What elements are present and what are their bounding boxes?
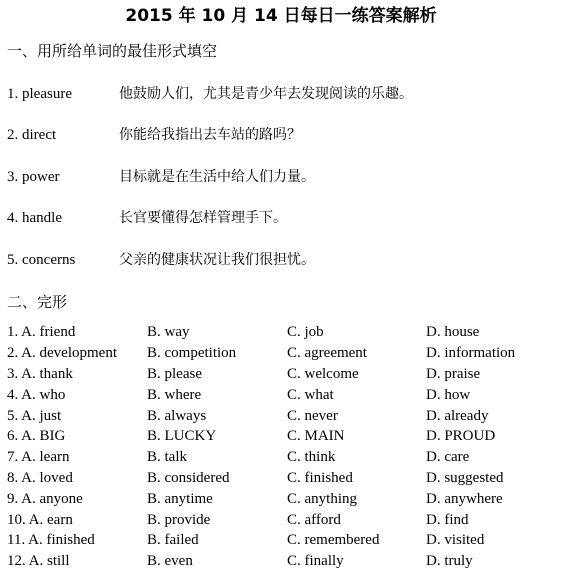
option-b: B. anytime bbox=[147, 491, 213, 507]
cloze-row bbox=[7, 406, 557, 426]
option-c: C. finished bbox=[287, 470, 353, 486]
option-a: 10. A. earn bbox=[7, 512, 73, 528]
vocab-item bbox=[7, 84, 557, 104]
section-2-heading: 二、完形 bbox=[7, 293, 68, 311]
vocab-word: 2. direct bbox=[7, 127, 57, 143]
cloze-row bbox=[7, 551, 557, 571]
option-c: C. finally bbox=[287, 553, 344, 569]
cloze-row bbox=[7, 510, 557, 530]
vocab-item bbox=[7, 208, 557, 228]
option-d: D. information bbox=[426, 345, 516, 361]
option-d: D. visited bbox=[426, 532, 485, 548]
option-c: C. job bbox=[287, 324, 324, 340]
page-title: 2015 年 10 月 14 日每日一练答案解析 bbox=[125, 6, 437, 26]
option-a: 7. A. learn bbox=[7, 449, 70, 465]
option-b: B. talk bbox=[147, 449, 187, 465]
option-d: D. truly bbox=[426, 553, 473, 569]
option-b: B. LUCKY bbox=[147, 428, 217, 444]
option-a: 6. A. BIG bbox=[7, 428, 66, 444]
option-b: B. where bbox=[147, 387, 202, 403]
option-b: B. failed bbox=[147, 532, 199, 548]
option-b: B. competition bbox=[147, 345, 237, 361]
option-d: D. already bbox=[426, 408, 489, 424]
option-d: D. suggested bbox=[426, 470, 504, 486]
vocab-word: 4. handle bbox=[7, 210, 62, 226]
option-a: 3. A. thank bbox=[7, 366, 73, 382]
option-d: D. house bbox=[426, 324, 480, 340]
option-c: C. afford bbox=[287, 512, 341, 528]
option-a: 1. A. friend bbox=[7, 324, 76, 340]
vocab-item bbox=[7, 250, 557, 270]
option-d: D. how bbox=[426, 387, 471, 403]
option-a: 2. A. development bbox=[7, 345, 117, 361]
option-b: B. please bbox=[147, 366, 202, 382]
option-c: C. think bbox=[287, 449, 336, 465]
vocab-item bbox=[7, 125, 557, 145]
vocab-sentence: 目标就是在生活中给人们力量。 bbox=[119, 169, 315, 185]
option-c: C. agreement bbox=[287, 345, 367, 361]
option-a: 9. A. anyone bbox=[7, 491, 83, 507]
cloze-row bbox=[7, 530, 557, 550]
vocab-word: 1. pleasure bbox=[7, 86, 72, 102]
option-c: C. what bbox=[287, 387, 334, 403]
vocab-sentence: 他鼓励人们，尤其是青少年去发现阅读的乐趣。 bbox=[119, 86, 413, 102]
cloze-row bbox=[7, 322, 557, 342]
option-b: B. always bbox=[147, 408, 207, 424]
cloze-row bbox=[7, 364, 557, 384]
option-d: D. find bbox=[426, 512, 469, 528]
vocab-sentence: 父亲的健康状况让我们很担忧。 bbox=[119, 252, 315, 268]
option-d: D. care bbox=[426, 449, 470, 465]
cloze-row bbox=[7, 343, 557, 363]
option-c: C. remembered bbox=[287, 532, 380, 548]
option-b: B. provide bbox=[147, 512, 211, 528]
option-d: D. PROUD bbox=[426, 428, 496, 444]
cloze-row bbox=[7, 426, 557, 446]
vocab-word: 3. power bbox=[7, 169, 60, 185]
cloze-row bbox=[7, 385, 557, 405]
vocab-item bbox=[7, 167, 557, 187]
option-b: B. even bbox=[147, 553, 193, 569]
option-b: B. way bbox=[147, 324, 190, 340]
cloze-row bbox=[7, 468, 557, 488]
option-a: 5. A. just bbox=[7, 408, 62, 424]
option-d: D. praise bbox=[426, 366, 481, 382]
option-c: C. MAIN bbox=[287, 428, 345, 444]
option-a: 4. A. who bbox=[7, 387, 66, 403]
option-a: 8. A. loved bbox=[7, 470, 73, 486]
option-b: B. considered bbox=[147, 470, 230, 486]
vocab-word: 5. concerns bbox=[7, 252, 76, 268]
option-a: 11. A. finished bbox=[7, 532, 95, 548]
option-c: C. never bbox=[287, 408, 338, 424]
vocab-sentence: 长官要懂得怎样管理手下。 bbox=[119, 210, 287, 226]
section-1-heading: 一、用所给单词的最佳形式填空 bbox=[7, 42, 218, 60]
vocab-sentence: 你能给我指出去车站的路吗？ bbox=[119, 127, 301, 143]
option-d: D. anywhere bbox=[426, 491, 503, 507]
cloze-row bbox=[7, 489, 557, 509]
option-c: C. anything bbox=[287, 491, 357, 507]
cloze-row bbox=[7, 447, 557, 467]
option-a: 12. A. still bbox=[7, 553, 70, 569]
option-c: C. welcome bbox=[287, 366, 359, 382]
